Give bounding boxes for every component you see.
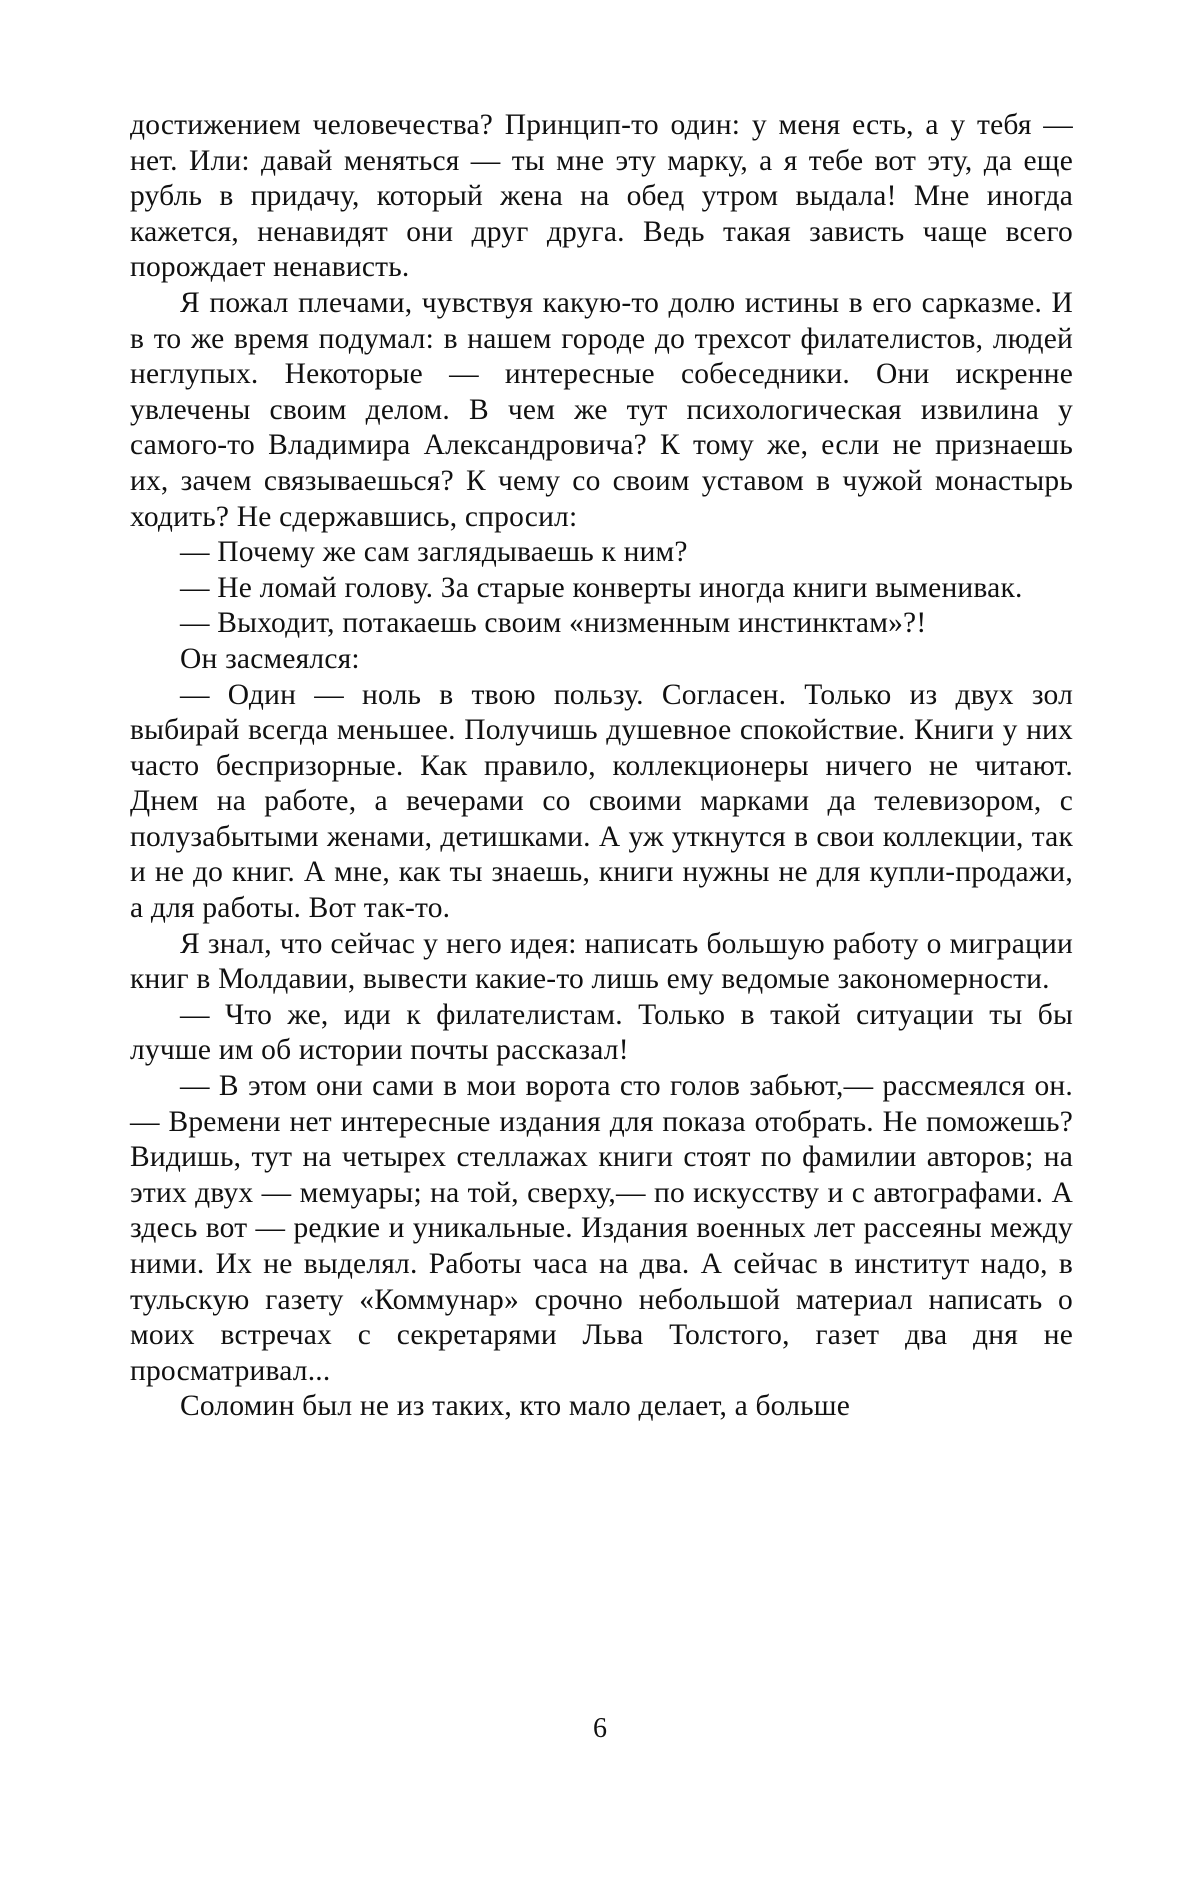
paragraph: Я знал, что сейчас у него идея: написать большую работу о миграции книг в Молдавии, вывести какие-то лишь ему ведомые закономерности. (130, 927, 1073, 996)
dialogue-line: — Что же, иди к филателистам. Только в такой ситуации ты бы лучше им об истории почты рассказал! (130, 998, 1073, 1067)
paragraph: Он засмеялся: (180, 642, 360, 675)
paragraph: достижением человечества? Принцип-то один: у меня есть, а у тебя — нет. Или: давай меняться — ты мне эту марку, а я тебе вот эту, да еще рубль в придачу, который жена на обед утром выдала! Мне иногда кажется, ненавидят они друг друга. Ведь такая зависть чаще всего порождает ненависть. (130, 109, 1073, 284)
dialogue-line: — В этом они сами в мои ворота сто голов забьют,— рассмеялся он.— Времени нет интересные издания для показа отобрать. Не поможешь? Видишь, тут на четырех стеллажах книги стоят по фамилии авторов; на этих двух — мемуары; на той, сверху,— по искусству и с автографами. А здесь вот — редкие и уникальные. Издания военных лет рассеяны между ними. Их не выделял. Работы часа на два. А сейчас в институт надо, в тульскую газету «Коммунар» срочно небольшой материал написать о моих встречах с секретарями Льва Толстого, газет два дня не просматривал... (130, 1070, 1073, 1387)
dialogue-line: — Не ломай голову. За старые конверты иногда книги выменивак. (180, 571, 1023, 604)
dialogue-line: — Почему же сам заглядываешь к ним? (180, 536, 688, 569)
dialogue-line: — Один — ноль в твою пользу. Согласен. Только из двух зол выбирай всегда меньшее. Получишь душевное спокойствие. Книги у них часто беспризорные. Как правило, коллекционеры ничего не читают. Днем на работе, а вечерами со своими марками да телевизором, с полузабытыми женами, детишками. А уж уткнутся в свои коллекции, так и не до книг. А мне, как ты знаешь, книги нужны не для купли-продажи, а для работы. Вот так-то. (130, 678, 1073, 925)
dialogue-line: — Выходит, потакаешь своим «низменным инстинктам»?! (180, 607, 927, 640)
book-page (130, 108, 1073, 1808)
body-text (130, 108, 1073, 1425)
paragraph: Соломин был не из таких, кто мало делает, а больше (180, 1390, 851, 1423)
paragraph: Я пожал плечами, чувствуя какую-то долю истины в его сарказме. И в то же время подумал: в нашем городе до трехсот филателистов, людей неглупых. Некоторые — интересные собеседники. Они искренне увлечены своим делом. В чем же тут психологическая извилина у самого-то Владимира Александровича? К тому же, если не признаешь их, зачем связываешься? К чему со своим уставом в чужой монастырь ходить? Не сдержавшись, спросил: (130, 286, 1073, 533)
page-number: 6 (593, 1713, 607, 1744)
